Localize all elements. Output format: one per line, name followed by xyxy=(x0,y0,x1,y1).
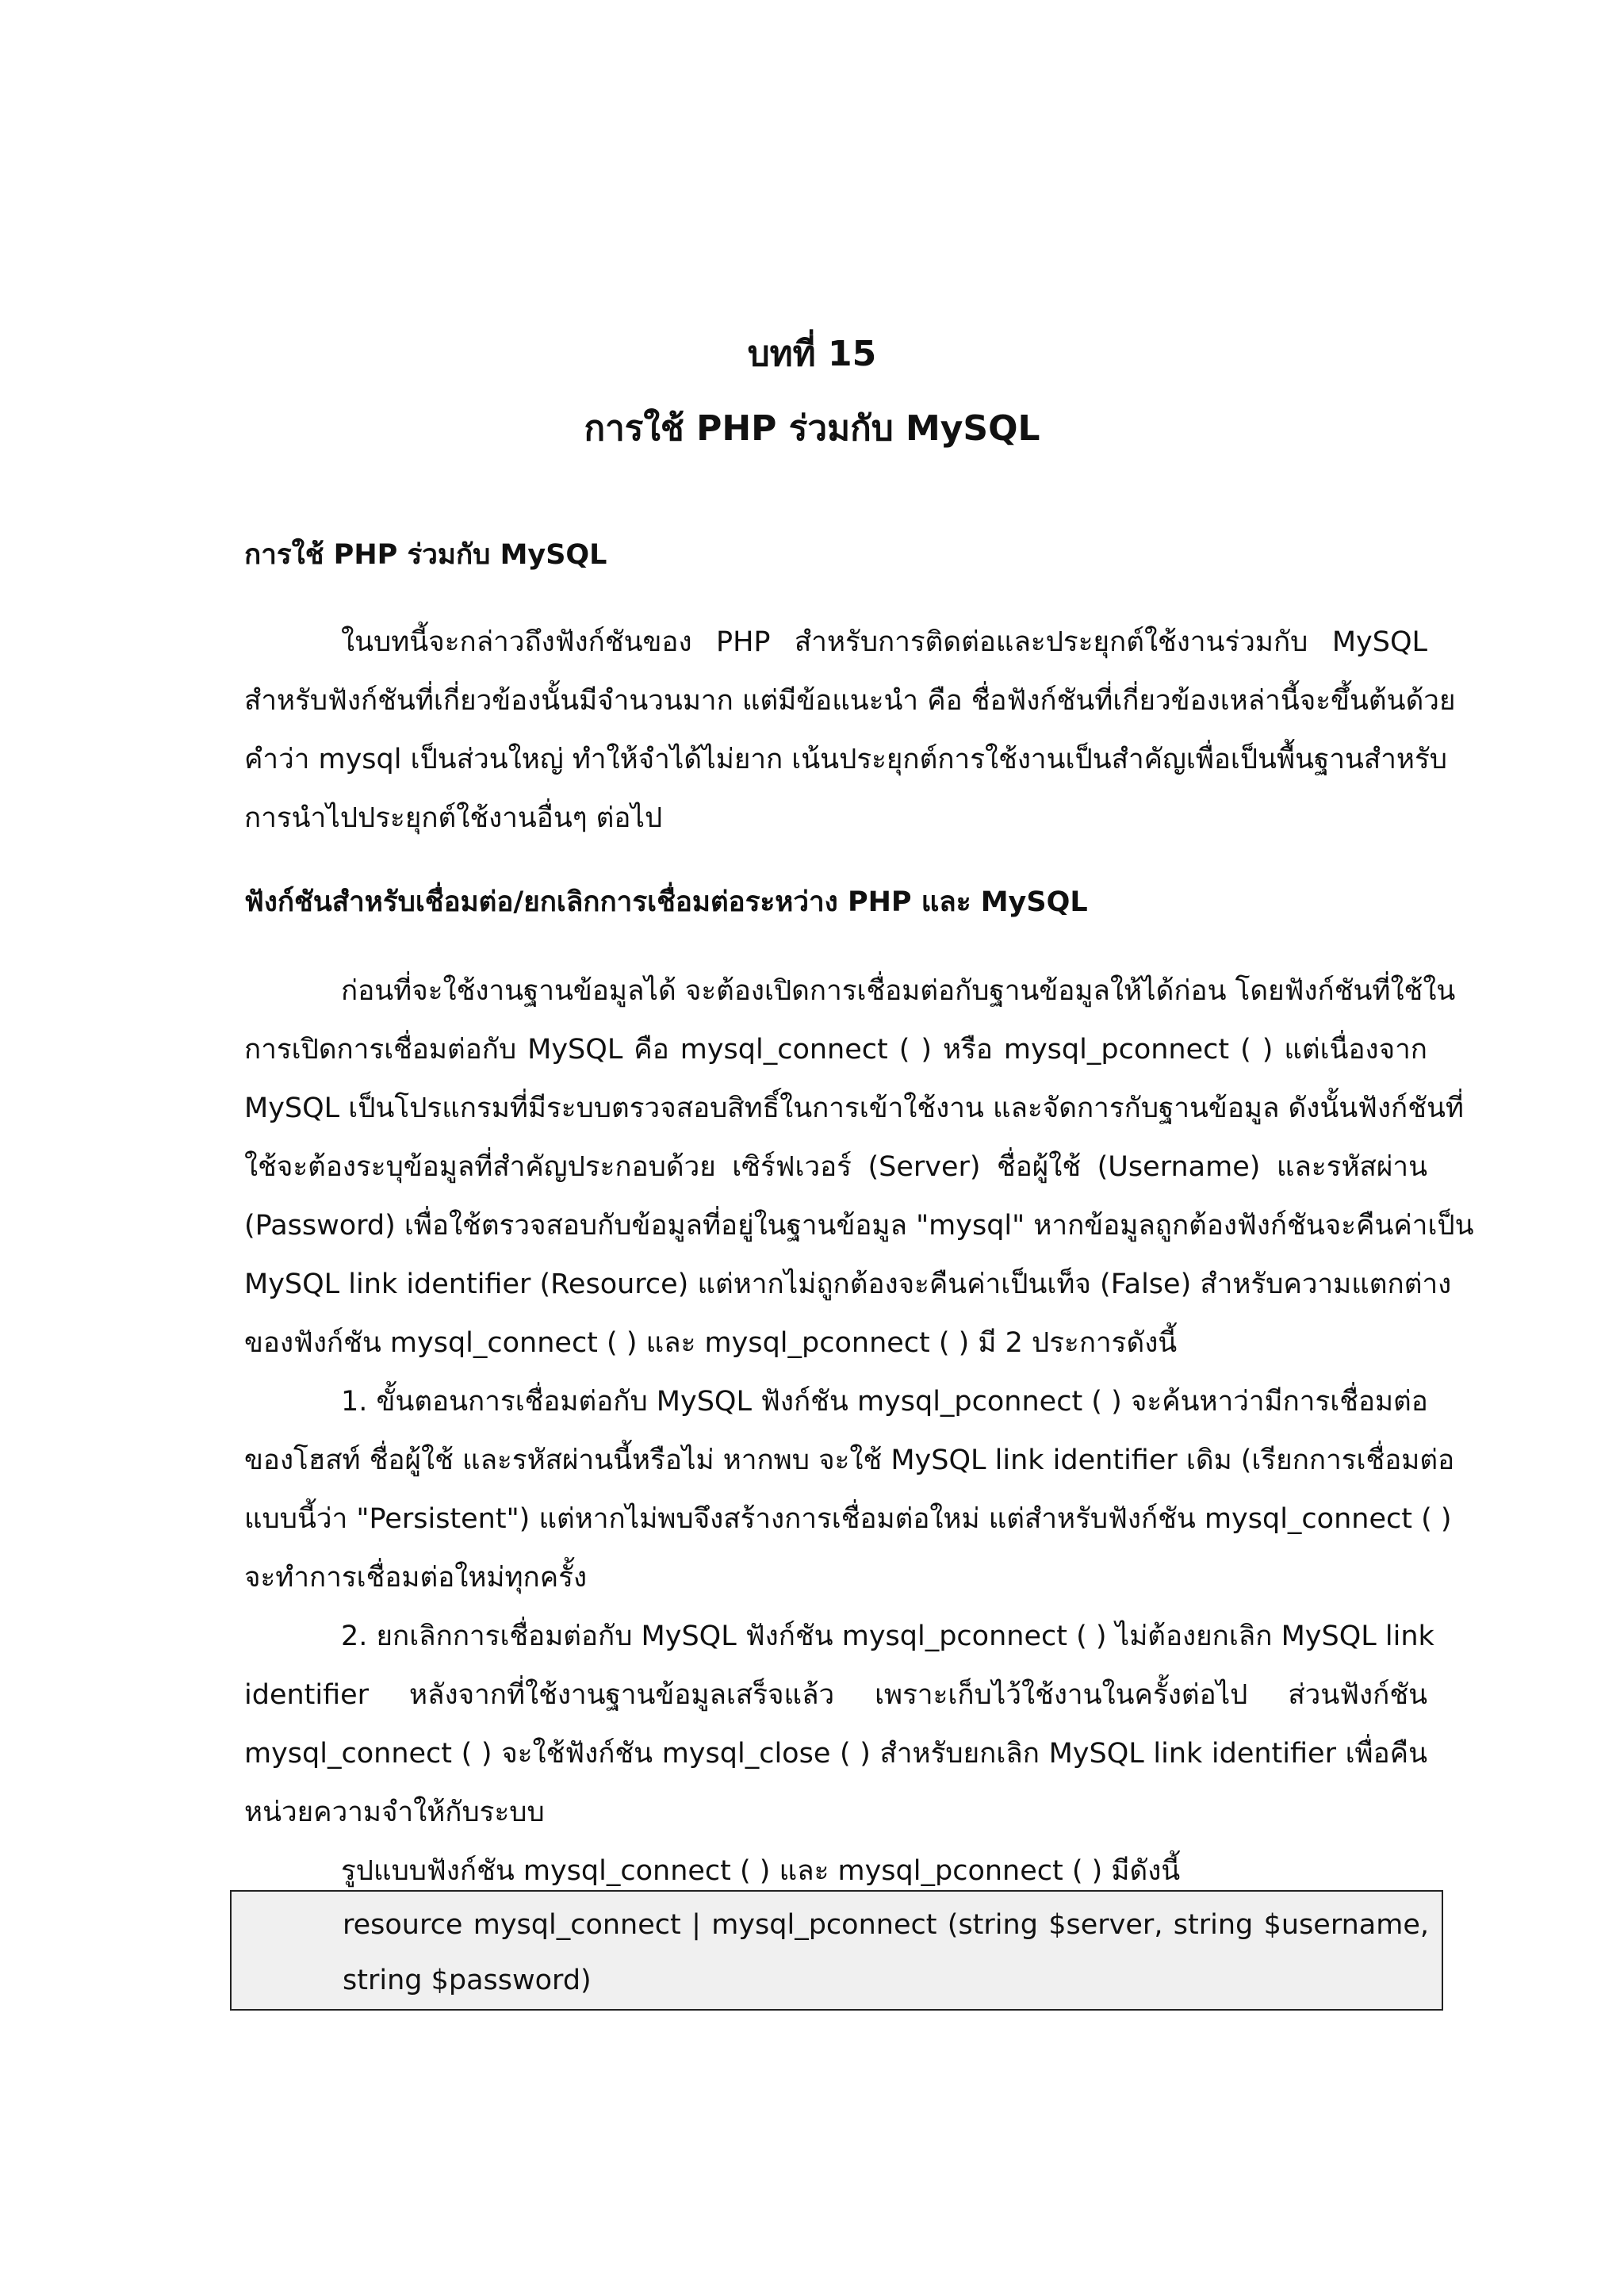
paragraph-line: ในบทนี้จะกล่าวถึงฟังก์ชันของ PHP สำหรับการติดต่อและประยุกต์ใช้งานร่วมกับ MySQL xyxy=(341,626,1427,658)
list-item-line: 1. ขั้นตอนการเชื่อมต่อกับ MySQL ฟังก์ชัน mysql_pconnect ( ) จะค้นหาว่ามีการเชื่อมต่อ xyxy=(341,1386,1428,1418)
paragraph-line: ใช้จะต้องระบุข้อมูลที่สำคัญประกอบด้วย เซิร์ฟเวอร์ (Server) ชื่อผู้ใช้ (Username) และรหัสผ่าน xyxy=(244,1151,1427,1183)
section-heading-php-mysql: การใช้ PHP ร่วมกับ MySQL xyxy=(244,539,607,571)
section-heading-connect-functions: ฟังก์ชันสำหรับเชื่อมต่อ/ยกเลิกการเชื่อมต่อระหว่าง PHP และ MySQL xyxy=(244,886,1088,918)
chapter-number: บทที่ 15 xyxy=(747,334,877,374)
paragraph-line: สำหรับฟังก์ชันที่เกี่ยวข้องนั้นมีจำนวนมาก แต่มีข้อแนะนำ คือ ชื่อฟังก์ชันที่เกี่ยวข้องเหล่านี้จะขึ้นต้นด้วย xyxy=(244,685,1456,717)
list-item-line: จะทำการเชื่อมต่อใหม่ทุกครั้ง xyxy=(244,1562,588,1594)
paragraph-line: (Password) เพื่อใช้ตรวจสอบกับข้อมูลที่อยู่ในฐานข้อมูล "mysql" หากข้อมูลถูกต้องฟังก์ชันจะคืนค่าเป็น xyxy=(244,1210,1474,1242)
list-item-line: แบบนี้ว่า "Persistent") แต่หากไม่พบจึงสร้างการเชื่อมต่อใหม่ แต่สำหรับฟังก์ชัน mysql_connect ( ) xyxy=(244,1503,1452,1535)
chapter-title: การใช้ PHP ร่วมกับ MySQL xyxy=(584,408,1040,449)
list-item-line: mysql_connect ( ) จะใช้ฟังก์ชัน mysql_close ( ) สำหรับยกเลิก MySQL link identifier เพื่อคืน xyxy=(244,1738,1427,1770)
paragraph-line: MySQL link identifier (Resource) แต่หากไม่ถูกต้องจะคืนค่าเป็นเท็จ (False) สำหรับความแตกต่าง xyxy=(244,1269,1452,1300)
paragraph-line: คำว่า mysql เป็นส่วนใหญ่ ทำให้จำได้ไม่ยาก เน้นประยุกต์การใช้งานเป็นสำคัญเพื่อเป็นพื้นฐานสำหรับ xyxy=(244,744,1448,775)
list-item-line: หน่วยความจำให้กับระบบ xyxy=(244,1797,545,1828)
paragraph-line: การเปิดการเชื่อมต่อกับ MySQL คือ mysql_connect ( ) หรือ mysql_pconnect ( ) แต่เนื่องจาก xyxy=(244,1034,1427,1066)
paragraph-line: ก่อนที่จะใช้งานฐานข้อมูลได้ จะต้องเปิดการเชื่อมต่อกับฐานข้อมูลให้ได้ก่อน โดยฟังก์ชันที่ใช้ใน xyxy=(341,975,1456,1007)
list-item-line: 2. ยกเลิกการเชื่อมต่อกับ MySQL ฟังก์ชัน mysql_pconnect ( ) ไม่ต้องยกเลิก MySQL link xyxy=(341,1621,1434,1652)
syntax-code-line: string $password) xyxy=(343,1965,592,1996)
list-item-line: identifier หลังจากที่ใช้งานฐานข้อมูลเสร็จแล้ว เพราะเก็บไว้ใช้งานในครั้งต่อไป ส่วนฟังก์ชัน xyxy=(244,1679,1427,1711)
paragraph-line: MySQL เป็นโปรแกรมที่มีระบบตรวจสอบสิทธิ์ในการเข้าใช้งาน และจัดการกับฐานข้อมูล ดังนั้นฟังก์ชันที่ xyxy=(244,1093,1465,1124)
syntax-code-box xyxy=(230,1890,1443,2011)
syntax-intro: รูปแบบฟังก์ชัน mysql_connect ( ) และ mysql_pconnect ( ) มีดังนี้ xyxy=(341,1855,1181,1887)
syntax-code-line: resource mysql_connect | mysql_pconnect (string $server, string $username, xyxy=(343,1909,1429,1941)
paragraph-line: การนำไปประยุกต์ใช้งานอื่นๆ ต่อไป xyxy=(244,802,663,834)
paragraph-line: ของฟังก์ชัน mysql_connect ( ) และ mysql_pconnect ( ) มี 2 ประการดังนี้ xyxy=(244,1327,1178,1359)
list-item-line: ของโฮสท์ ชื่อผู้ใช้ และรหัสผ่านนี้หรือไม่ หากพบ จะใช้ MySQL link identifier เดิม (เรียกการเชื่อมต่อ xyxy=(244,1445,1455,1476)
